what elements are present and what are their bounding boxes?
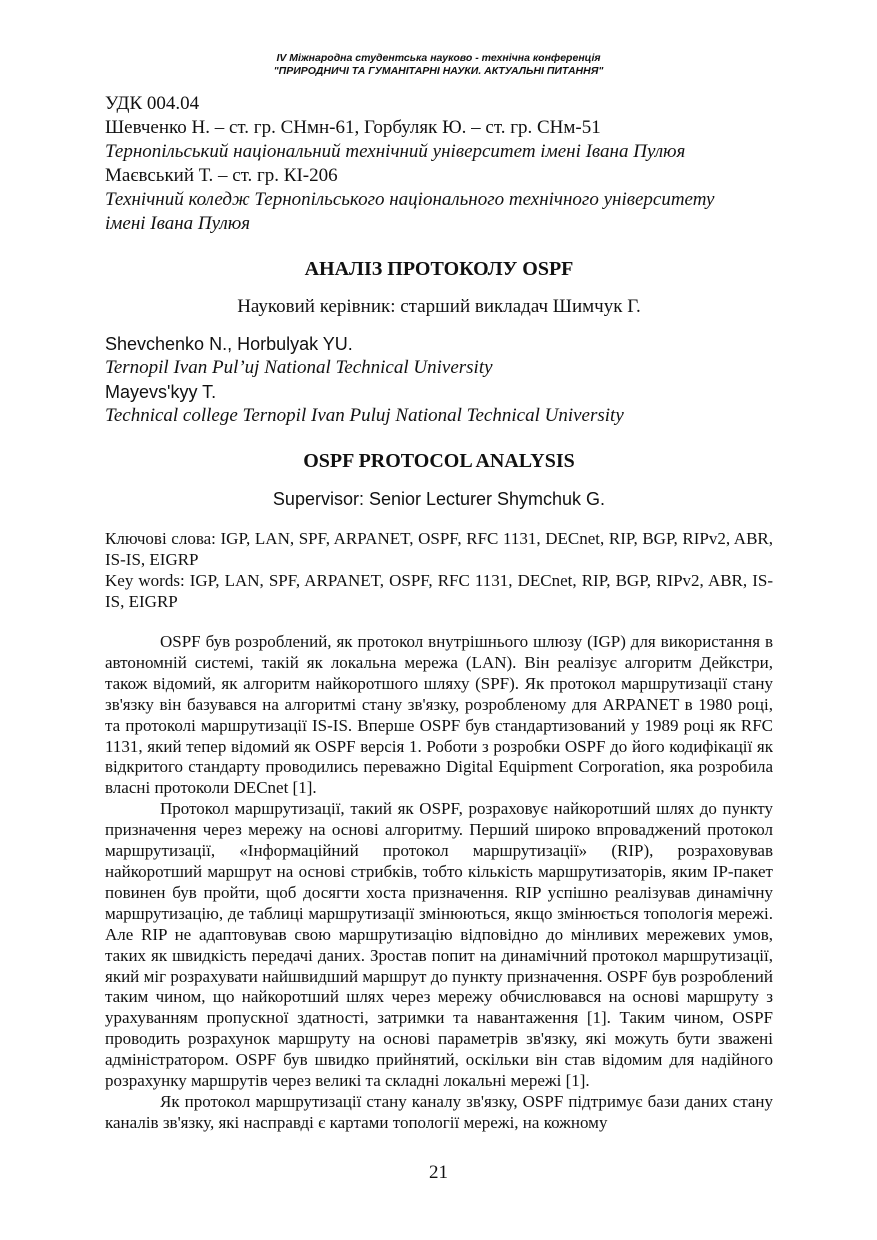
- en-authors-1: Shevchenko N., Horbulyak YU.: [105, 334, 353, 354]
- ua-article-title: АНАЛІЗ ПРОТОКОЛУ OSPF: [304, 258, 574, 280]
- article-body: [105, 632, 773, 1134]
- conference-header-line1: IV Міжнародна студентська науково - технічна конференція: [276, 52, 601, 64]
- ua-authors-1: Шевченко Н. – ст. гр. СНмн-61, Горбуляк Ю. – ст. гр. СНм-51: [105, 117, 601, 138]
- en-affiliation-1: Ternopil Ivan Pul’uj National Technical University: [105, 357, 493, 378]
- article-content: [105, 92, 773, 1134]
- en-authors-2: Mayevs'kyy T.: [105, 382, 217, 402]
- body-paragraph-2: Протокол маршрутизації, такий як OSPF, розраховує найкоротший шлях до пункту призначення через мережу на основі алгоритму. Перший широко впроваджений протокол маршрутизації, «Інформаційний протокол маршрутизації» (RIP), розраховував найкоротший маршрут на основі стрибків, тобто кількість маршрутизаторів, яким IP-пакет повинен був пройти, щоб досягти хоста призначення. RIP успішно реалізував динамічну маршрутизацію, де таблиці маршрутизації змінюються, якщо змінюється топологія мережі. Але RIP не адаптовував свою маршрутизацію відповідно до мінливих мережевих умов, таких як швидкість передачі даних. Зростав попит на динамічний протокол маршрутизації, який міг розрахувати найшвидший маршрут до пункту призначення. OSPF був розроблений таким чином, що найкоротший шлях через мережу обчислювався на основі маршруту з урахуванням пропускної здатності, затримки та навантаження [1]. Таким чином, OSPF проводить розрахунок маршруту на основі параметрів зв'язку, які можуть бути зважені адміністратором. OSPF був швидко прийнятий, оскільки він став відомим для надійного розрахунку маршрутів через великі та складні локальні мережі [1].: [105, 799, 773, 1091]
- keywords-block: [105, 528, 773, 612]
- conference-header-line2: "ПРИРОДНИЧІ ТА ГУМАНІТАРНІ НАУКИ. АКТУАЛЬНІ ПИТАННЯ": [273, 65, 604, 77]
- ua-affiliation-2-line1: Технічний коледж Тернопільського національного технічного університету: [105, 189, 715, 210]
- body-paragraph-1: OSPF був розроблений, як протокол внутрішнього шлюзу (IGP) для використання в автономній системі, такій як локальна мережа (LAN). Він реалізує алгоритм Дейкстри, також відомий, як алгоритм найкоротшого шляху (SPF). Як протокол маршрутизації стану зв'язку він базувався на алгоритмі стану зв'язку, розробленому для ARPANET в 1980 році, та протоколі маршрутизації IS-IS. Вперше OSPF був стандартизований у 1989 році як RFC 1131, який тепер відомий як OSPF версія 1. Роботи з розробки OSPF до його кодифікації як відкритого стандарту проводились переважно Digital Equipment Corporation, яка розробила власні протоколи DECnet [1].: [105, 632, 773, 798]
- en-supervisor: Supervisor: Senior Lecturer Shymchuk G.: [272, 489, 606, 509]
- en-article-title: OSPF PROTOCOL ANALYSIS: [303, 450, 575, 472]
- conference-header: [0, 52, 877, 78]
- keywords-en: Key words: IGP, LAN, SPF, ARPANET, OSPF, RFC 1131, DECnet, RIP, BGP, RIPv2, ABR, IS-IS, EIGRP: [105, 571, 773, 611]
- udk-code: УДК 004.04: [105, 93, 200, 114]
- en-author-block: [105, 332, 773, 428]
- ua-affiliation-2-line2: імені Івана Пулюя: [105, 213, 251, 234]
- ua-affiliation-1: Тернопільський національний технічний університет імені Івана Пулюя: [105, 141, 686, 162]
- keywords-ua: Ключові слова: IGP, LAN, SPF, ARPANET, OSPF, RFC 1131, DECnet, RIP, BGP, RIPv2, ABR, IS-IS, EIGRP: [105, 529, 773, 569]
- ua-supervisor: Науковий керівник: старший викладач Шимчук Г.: [237, 296, 641, 317]
- page-number: 21: [429, 1162, 448, 1183]
- en-affiliation-2: Technical college Ternopil Ivan Puluj National Technical University: [105, 405, 624, 426]
- body-paragraph-3: Як протокол маршрутизації стану каналу зв'язку, OSPF підтримує бази даних стану каналів зв'язку, які насправді є картами топології мережі, на кожному: [105, 1091, 773, 1132]
- ua-authors-2: Маєвський Т. – ст. гр. КІ-206: [105, 165, 338, 186]
